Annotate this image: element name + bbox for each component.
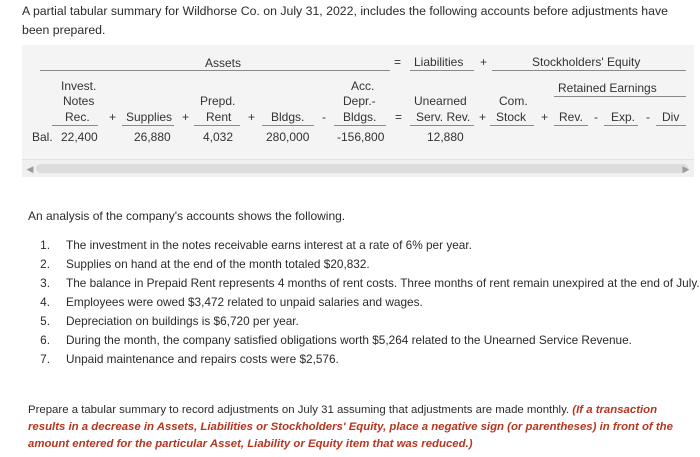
retained-earnings-header: Retained Earnings [558,81,657,95]
list-item [28,274,700,293]
bal-acc-depr: -156,800 [337,130,385,144]
assets-header: Assets [205,56,242,70]
list-item [28,293,688,312]
col-div-label: Div [662,110,680,124]
col-underline [262,125,314,126]
arrow-left-icon[interactable]: ◀ [26,164,34,174]
horizontal-scrollbar[interactable] [22,159,694,177]
col-underline [334,125,386,126]
col-exp-label: Exp. [611,110,636,124]
item-text: Employees were owed $3,472 related to unpaid salaries and wages. [66,295,423,309]
bal-supplies: 26,880 [134,130,171,144]
plus-sign: + [109,110,117,124]
col-serv-rev-label: Serv. Rev. [416,110,471,124]
item-text: During the month, the company satisfied obligations worth $5,264 related to the Unearned Service Revenue. [66,333,632,347]
plus-sign: + [480,55,488,69]
list-item [28,236,688,255]
list-item [28,350,688,369]
col-notes-label: Notes [63,94,95,108]
retained-earnings-underline [554,96,686,97]
item-number: 5. [40,314,50,328]
col-stock-label: Stock [496,110,527,124]
bal-bldgs: 280,000 [266,130,310,144]
item-text: The investment in the notes receivable earns interest at a rate of 6% per year. [66,238,472,252]
col-rev-label: Rev. [559,110,583,124]
item-number: 3. [40,276,50,290]
bal-prepaid-rent: 4,032 [203,130,234,144]
col-rent-label: Rent [206,110,232,124]
assets-underline [40,70,390,71]
analysis-heading: An analysis of the company's accounts shows the following. [28,209,346,223]
instructions [28,402,692,453]
bal-label: Bal. [32,130,53,144]
col-unearned-label: Unearned [414,94,467,108]
col-underline [52,125,98,126]
equals-sign: = [395,110,403,124]
bal-notes-rec: 22,400 [61,130,98,144]
item-number: 6. [40,333,50,347]
list-item [28,255,688,274]
item-number: 4. [40,295,50,309]
instructions-note: (If a transaction results in a decrease in Assets, Liabilities or Stockholders' Equity, place a negative sign (or parentheses) in front of the amount entered for the particular Asset, Liability or Equity item that was reduced.) [28,404,673,450]
col-underline [122,125,174,126]
list-item [28,331,688,350]
col-underline [410,125,474,126]
plus-sign: + [541,110,549,124]
item-text: Supplies on hand at the end of the month totaled $20,832. [66,257,370,271]
col-acc-label: Acc. [351,79,375,93]
col-underline [490,125,534,126]
col-underline [554,125,588,126]
analysis-list [28,236,700,369]
scrollbar-thumb[interactable] [36,164,688,173]
liabilities-underline [410,70,474,71]
item-text: Depreciation on buildings is $6,720 per year. [66,314,299,328]
item-number: 2. [40,257,50,271]
item-number: 7. [40,352,50,366]
list-item [28,312,688,331]
col-depr-label: Depr.- [343,94,376,108]
col-rec-label: Rec. [65,110,90,124]
item-number: 1. [40,238,50,252]
liabilities-header: Liabilities [414,55,464,69]
col-underline [656,125,686,126]
col-invest-label: Invest. [61,79,97,93]
col-bldgs-label: Bldgs. [271,110,305,124]
col-com-label: Com. [499,94,528,108]
plus-sign: + [182,110,190,124]
tabular-summary-table [22,45,694,177]
equity-underline [492,70,686,71]
minus-sign: - [594,110,598,124]
item-text: The balance in Prepaid Rent represents 4 months of rent costs. Three months of rent remain unexpired at the end of July. [66,276,700,290]
instructions-text: Prepare a tabular summary to record adjustments on July 31 assuming that adjustments are made monthly. [28,404,570,416]
col-prepd-label: Prepd. [200,94,236,108]
col-underline [604,125,638,126]
equals-sign: = [394,55,402,69]
plus-sign: + [248,110,256,124]
col-underline [194,125,240,126]
item-text: Unpaid maintenance and repairs costs were $2,576. [66,352,339,366]
arrow-right-icon[interactable]: ▶ [682,164,690,174]
plus-sign: + [479,110,487,124]
stockholders-equity-header: Stockholders' Equity [532,55,641,69]
minus-sign: - [646,110,650,124]
col-supplies-label: Supplies [126,110,173,124]
minus-sign: - [322,110,326,124]
intro-text: A partial tabular summary for Wildhorse Co. on July 31, 2022, includes the following accounts before adjustments have been prepared. [22,4,668,37]
col-acc-bldgs-label: Bldgs. [343,110,377,124]
bal-unearned: 12,880 [427,130,464,144]
